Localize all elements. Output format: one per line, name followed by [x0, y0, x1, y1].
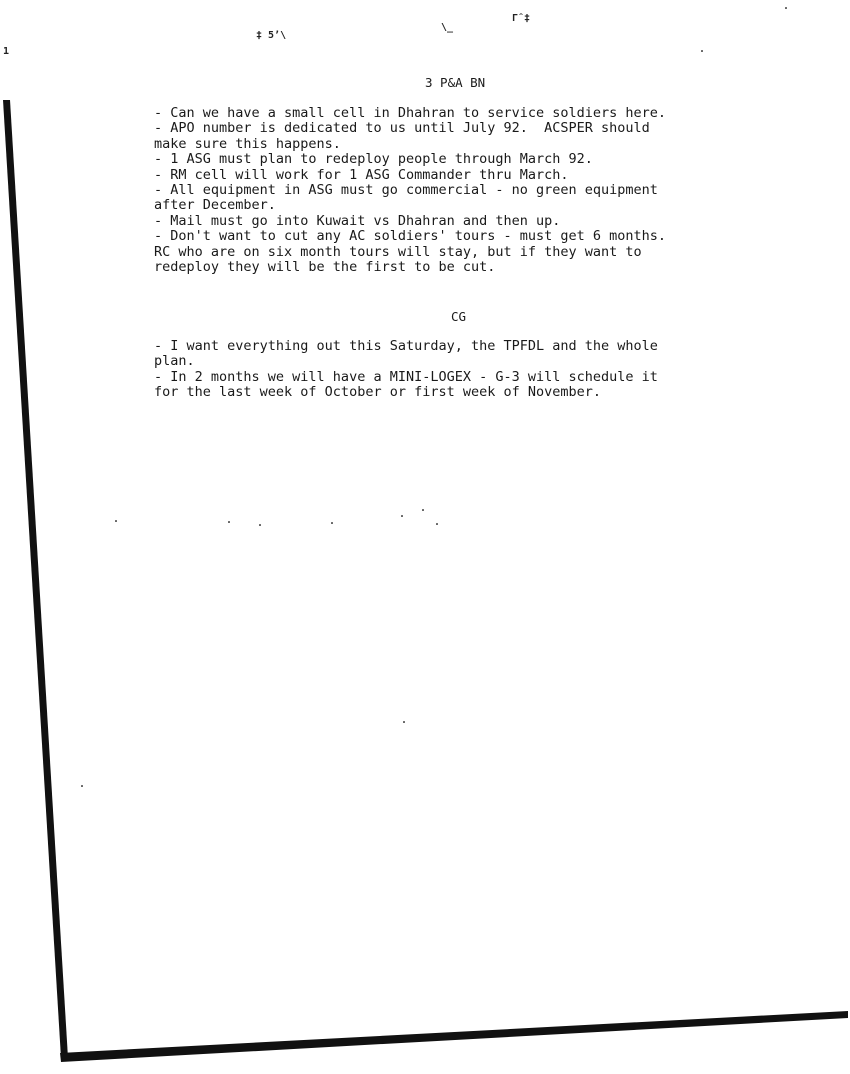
text-line: - APO number is dedicated to us until July 92. ACSPER should [154, 120, 650, 137]
scan-speck [701, 50, 703, 52]
scan-speck [436, 523, 438, 525]
scan-speck [81, 785, 83, 787]
scan-speck [785, 7, 787, 9]
section-body-cg [154, 339, 774, 401]
section-heading-cg: CG [451, 309, 467, 324]
scan-speck [331, 522, 333, 524]
scan-speck [422, 509, 424, 511]
text-line: redeploy they will be the first to be cut. [154, 258, 496, 275]
text-line: after December. [154, 197, 276, 214]
header-mark-right: Γ̑ ‡ [512, 13, 531, 24]
section-body-p-and-a-bn [154, 106, 774, 275]
text-line: plan. [154, 353, 195, 370]
text-line: - 1 ASG must plan to redeploy people through March 92. [154, 151, 593, 168]
scan-speck [401, 515, 403, 517]
text-line: - All equipment in ASG must go commercial - no green equipment [154, 181, 658, 198]
text-line: make sure this happens. [154, 135, 341, 152]
text-line: - RM cell will work for 1 ASG Commander thru March. [154, 166, 569, 183]
section-heading-p-and-a-bn: 3 P&A BN [425, 75, 486, 90]
scan-speck [259, 524, 261, 526]
bottom-border-bar [60, 1011, 848, 1062]
left-border-bar [3, 100, 68, 1058]
scan-speck [115, 520, 117, 522]
text-line: - In 2 months we will have a MINI-LOGEX - G-3 will schedule it [154, 368, 658, 385]
text-line: RC who are on six month tours will stay, but if they want to [154, 243, 642, 260]
text-line: - Mail must go into Kuwait vs Dhahran and then up. [154, 212, 561, 229]
scan-speck [403, 721, 405, 723]
text-line: - I want everything out this Saturday, the TPFDL and the whole [154, 338, 658, 354]
header-mark-left: ‡ 5’\ [256, 30, 287, 41]
header-mark-center: \_ [441, 22, 454, 33]
scan-speck [228, 521, 230, 523]
text-line: - Don't want to cut any AC soldiers' tours - must get 6 months. [154, 228, 667, 245]
header-mark-edge: 1 [3, 46, 10, 57]
text-line: - Can we have a small cell in Dhahran to service soldiers here. [154, 105, 667, 121]
text-line: for the last week of October or first week of November. [154, 384, 602, 401]
